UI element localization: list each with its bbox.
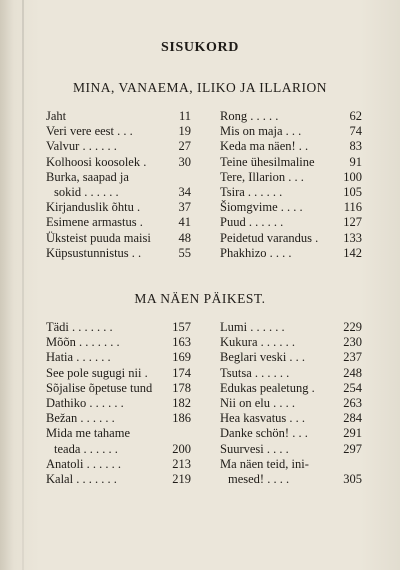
toc-column-left-2 bbox=[46, 320, 196, 487]
toc-column-left-1 bbox=[46, 109, 196, 261]
toc-entry bbox=[46, 231, 196, 246]
toc-column-right-2 bbox=[220, 320, 362, 487]
toc-entry bbox=[46, 124, 196, 139]
toc-entry-page: 157 bbox=[172, 320, 191, 334]
toc-entry bbox=[220, 215, 362, 230]
toc-entry bbox=[46, 246, 196, 261]
toc-entry-title: mesed! . . . . bbox=[228, 471, 290, 486]
toc-entry-page: 178 bbox=[172, 380, 191, 395]
toc-entry-title: Bežan . . . . . . bbox=[46, 411, 115, 426]
toc-entry bbox=[46, 457, 196, 472]
toc-entry bbox=[220, 472, 362, 487]
toc-entry-title: Tsira . . . . . . bbox=[220, 184, 283, 199]
toc-entry bbox=[220, 426, 362, 441]
toc-entry-page: 27 bbox=[178, 139, 191, 154]
toc-entry-title: Mõõn . . . . . . . bbox=[46, 335, 120, 350]
toc-entry-page: 174 bbox=[172, 365, 191, 380]
toc-entry-page: 230 bbox=[343, 335, 362, 350]
toc-entry-title: Tädi . . . . . . . bbox=[46, 320, 113, 334]
toc-entry bbox=[46, 170, 196, 185]
toc-entry bbox=[220, 200, 362, 215]
toc-entry-title: Kolhoosi koosolek . bbox=[46, 154, 147, 169]
toc-entry-page: 37 bbox=[178, 200, 191, 215]
toc-entry-title: Kukura . . . . . . bbox=[220, 335, 295, 350]
toc-entry-title: See pole sugugi nii . bbox=[46, 365, 148, 380]
toc-entry bbox=[220, 350, 362, 365]
toc-entry-title: Ma näen teid, ini- bbox=[220, 456, 309, 471]
toc-entry-page: 19 bbox=[178, 124, 191, 139]
toc-entry bbox=[220, 411, 362, 426]
toc-entry bbox=[46, 381, 196, 396]
toc-entry bbox=[46, 109, 196, 124]
toc-entry-title: Keda ma näen! . . bbox=[220, 139, 309, 154]
toc-entry-title: Hea kasvatus . . . bbox=[220, 411, 306, 426]
toc-entry-title: Phakhizo . . . . bbox=[220, 245, 292, 260]
toc-entry-page: 48 bbox=[178, 230, 191, 245]
toc-entry-title: Mis on maja . . . bbox=[220, 124, 302, 139]
toc-entry bbox=[46, 215, 196, 230]
toc-entry bbox=[220, 109, 362, 124]
toc-entry bbox=[220, 320, 362, 335]
toc-entry bbox=[46, 396, 196, 411]
toc-entry bbox=[220, 396, 362, 411]
toc-entry-title: Suurvesi . . . . bbox=[220, 441, 289, 456]
toc-entry-page: 291 bbox=[343, 426, 362, 441]
page-title: SISUKORD bbox=[161, 40, 239, 55]
toc-entry-page: 142 bbox=[343, 245, 362, 260]
toc-entry bbox=[220, 457, 362, 472]
toc-entry-page: 62 bbox=[349, 109, 362, 123]
toc-entry-page: 163 bbox=[172, 335, 191, 350]
toc-entry-title: Edukas pealetung . bbox=[220, 380, 315, 395]
toc-entry bbox=[46, 185, 196, 200]
toc-entry-page: 11 bbox=[178, 109, 191, 123]
toc-entry-title: Danke schön! . . . bbox=[220, 426, 308, 441]
toc-entry-title: Rong . . . . . bbox=[220, 109, 279, 123]
toc-entry-page: 284 bbox=[343, 411, 362, 426]
toc-entry-page: 133 bbox=[343, 230, 362, 245]
toc-entry-page: 169 bbox=[172, 350, 191, 365]
toc-entry-title: Sõjalise õpetuse tund bbox=[46, 380, 153, 395]
toc-entry bbox=[46, 335, 196, 350]
toc-entry-page: 34 bbox=[178, 184, 191, 199]
toc-entry-page: 105 bbox=[343, 184, 362, 199]
toc-entry bbox=[220, 185, 362, 200]
toc-entry bbox=[220, 442, 362, 457]
toc-entry bbox=[46, 155, 196, 170]
toc-entry-title: Beglari veski . . . bbox=[220, 350, 306, 365]
toc-entry-title: Esimene armastus . bbox=[46, 215, 143, 230]
toc-entry-title: Küpsustunnistus . . bbox=[46, 245, 142, 260]
toc-entry bbox=[220, 246, 362, 261]
toc-entry bbox=[46, 411, 196, 426]
toc-entry-title: Kalal . . . . . . . bbox=[46, 471, 117, 486]
toc-entry-title: Dathiko . . . . . . bbox=[46, 395, 124, 410]
toc-entry-title: Üksteist puuda maisi bbox=[46, 230, 151, 245]
toc-entry-page: 74 bbox=[349, 124, 362, 139]
toc-entry-title: Nii on elu . . . . bbox=[220, 395, 295, 410]
toc-entry-page: 100 bbox=[343, 169, 362, 184]
toc-entry-page: 263 bbox=[343, 395, 362, 410]
toc-entry-page: 213 bbox=[172, 456, 191, 471]
toc-entry-page: 200 bbox=[172, 441, 191, 456]
toc-entry-title: Jaht bbox=[46, 109, 67, 123]
toc-entry bbox=[220, 139, 362, 154]
toc-entry bbox=[220, 381, 362, 396]
toc-entry bbox=[46, 320, 196, 335]
toc-entry-title: Anatoli . . . . . . bbox=[46, 456, 121, 471]
toc-entry bbox=[220, 124, 362, 139]
toc-entry-title: Valvur . . . . . . bbox=[46, 139, 117, 154]
toc-entry-title: Tsutsa . . . . . . bbox=[220, 365, 290, 380]
toc-entry-page: 229 bbox=[343, 320, 362, 334]
toc-entry bbox=[46, 472, 196, 487]
toc-entry-page: 91 bbox=[349, 154, 362, 169]
toc-entry-page: 248 bbox=[343, 365, 362, 380]
toc-entry-page: 219 bbox=[172, 471, 191, 486]
toc-entry-title: Šiomgvime . . . . bbox=[220, 200, 303, 215]
toc-entry bbox=[46, 426, 196, 441]
toc-entry-page: 30 bbox=[178, 154, 191, 169]
toc-entry bbox=[220, 155, 362, 170]
toc-entry-page: 182 bbox=[172, 395, 191, 410]
toc-entry bbox=[220, 231, 362, 246]
toc-entry-page: 41 bbox=[178, 215, 191, 230]
toc-entry-title: Peidetud varandus . bbox=[220, 230, 319, 245]
toc-entry bbox=[220, 366, 362, 381]
toc-entry-page: 237 bbox=[343, 350, 362, 365]
toc-entry-title: Veri vere eest . . . bbox=[46, 124, 133, 139]
toc-entry-title: Burka, saapad ja bbox=[46, 169, 129, 184]
toc-entry-title: Kirjanduslik õhtu . bbox=[46, 200, 141, 215]
toc-entry bbox=[46, 200, 196, 215]
toc-entry-title: Puud . . . . . . bbox=[220, 215, 284, 230]
section-heading-1: MINA, VANAEMA, ILIKO JA ILLARION bbox=[73, 80, 327, 95]
toc-entry-title: Tere, Illarion . . . bbox=[220, 169, 304, 184]
toc-entry bbox=[220, 170, 362, 185]
toc-entry bbox=[220, 335, 362, 350]
toc-entry bbox=[46, 442, 196, 457]
toc-entry-page: 297 bbox=[343, 441, 362, 456]
toc-entry-title: teada . . . . . . bbox=[54, 441, 118, 456]
toc-entry-page: 127 bbox=[343, 215, 362, 230]
toc-entry-title: Hatia . . . . . . bbox=[46, 350, 111, 365]
toc-entry bbox=[46, 350, 196, 365]
toc-entry bbox=[46, 366, 196, 381]
toc-entry-title: Mida me tahame bbox=[46, 426, 130, 441]
toc-column-right-1 bbox=[220, 109, 362, 261]
toc-entry-page: 305 bbox=[343, 471, 362, 486]
toc-entry-page: 83 bbox=[349, 139, 362, 154]
toc-entry-page: 116 bbox=[343, 200, 362, 215]
toc-entry-page: 254 bbox=[343, 380, 362, 395]
toc-entry bbox=[46, 139, 196, 154]
section-heading-2: MA NÄEN PÄIKEST. bbox=[134, 291, 266, 306]
toc-entry-title: Lumi . . . . . . bbox=[220, 320, 285, 334]
toc-entry-title: sokid . . . . . . bbox=[54, 184, 119, 199]
toc-entry-title: Teine ühesilmaline bbox=[220, 154, 315, 169]
toc-entry-page: 55 bbox=[178, 245, 191, 260]
toc-entry-page: 186 bbox=[172, 411, 191, 426]
